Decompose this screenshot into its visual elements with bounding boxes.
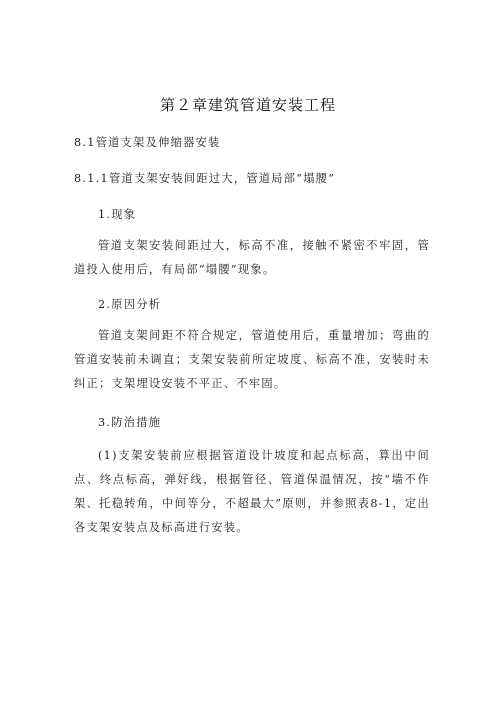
item2-heading: 2.原因分析 — [98, 298, 162, 311]
item3-paragraph: (1)支架安装前应根据管道设计坡度和起点标高，算出中间点、终点标高，弹好线，根据管径、管道保温情况，按“墙不作架、托稳转角，中间等分，不超最大”原则，并参照表8-1，定出各支架安装点及标高进行安装。 — [74, 449, 430, 534]
item3-heading: 3.防治措施 — [98, 416, 162, 429]
subsection-heading: 8.1.1管道支架安装间距过大，管道局部“塌腰” — [74, 172, 336, 185]
item2-paragraph: 管道支架间距不符合规定，管道使用后，重量增加；弯曲的管道安装前未调直；支架安装前所定坡度、标高不准，安装时未纠正；支架埋设安装不平正、不牢固。 — [74, 329, 430, 390]
item1-heading: 1.现象 — [98, 208, 137, 221]
item1-paragraph: 管道支架安装间距过大，标高不准，接触不紧密不牢固，管道投入使用后，有局部“塌腰”现象。 — [74, 239, 430, 276]
chapter-title: 第２章建筑管道安装工程 — [159, 96, 336, 114]
section-heading: 8.1管道支架及伸缩器安装 — [74, 136, 221, 149]
